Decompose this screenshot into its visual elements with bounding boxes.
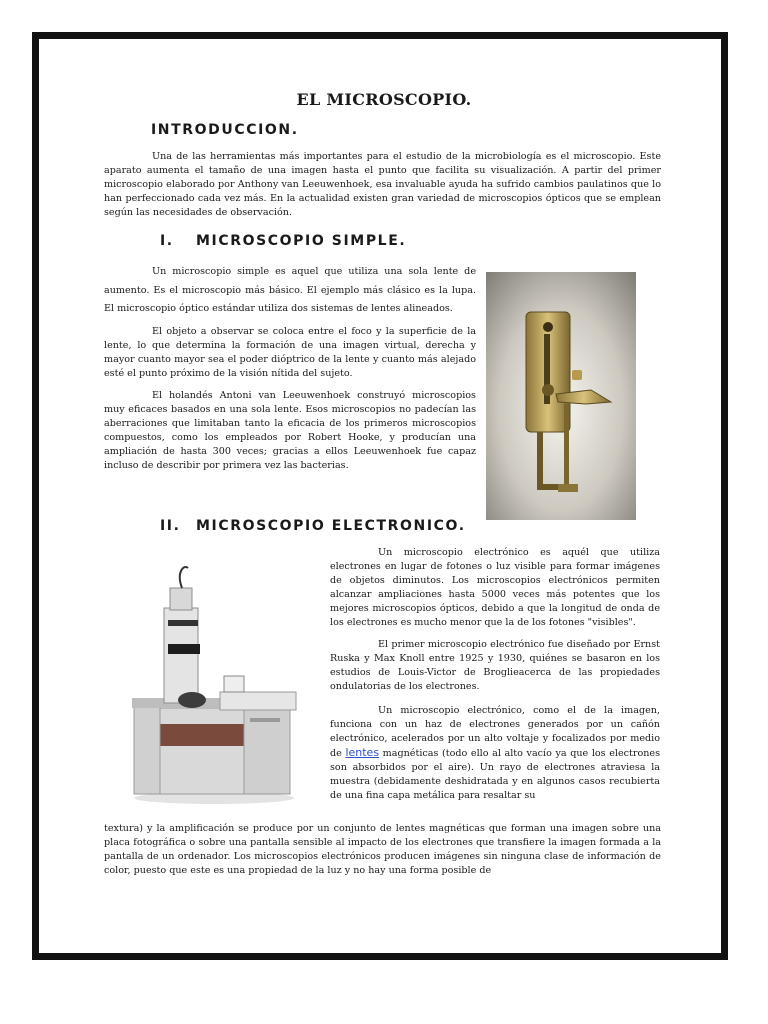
p3-text-before: Un microscopio electrónico, como el de la imagen, funciona con un haz de electrones generados por un cañón electrónico, acelerados por un alto voltaje y focalizados por medio de xyxy=(330,705,660,759)
section2-paragraph-4: textura) y la amplificación se produce por un conjunto de lentes magnéticas que forman una imagen sobre una placa fotográfica o sobre una pantalla sensible al impacto de los electrones que transfiere la imagen formada a la pantalla de un ordenador. Los microscopios electrónicos producen imágenes sin ninguna clase de información de color, puesto que este es una propiedad de la luz y no hay una forma posible de xyxy=(104,823,661,876)
section2-number: II. xyxy=(160,518,181,534)
intro-text: Una de las herramientas más importantes para el estudio de la microbiología es el microscopio. Este aparato aumenta el tamaño de una imagen hasta el punto que facilita su visualización. A partir del primer microscopio elaborado por Anthony van Leeuwenhoek, esa invaluable ayuda ha sufrido cambios paulatinos que lo han perfeccionado cada vez más. En la actualidad existen gran variedad de microscopios ópticos que se emplean según las necesidades de observación. xyxy=(104,151,661,218)
section2-paragraph-1: Un microscopio electrónico es aquél que utiliza electrones en lugar de fotones o luz visible para formar imágenes de objetos diminutos. Los microscopios electrónicos permiten alcanzar ampliaciones hasta 5000 veces más potentes que los mejores microscopios ópticos, debido a que la longitud de onda de los electrones es mucho menor que la de los fotones "visibles". xyxy=(330,547,660,628)
section1-heading xyxy=(160,233,406,249)
section2-paragraph-2: El primer microscopio electrónico fue diseñado por Ernst Ruska y Max Knoll entre 1925 y 1930, quiénes se basaron en los estudios de Louis-Victor de Broglieacerca de las propiedades ondulatorias de los electrones. xyxy=(330,639,660,692)
section2-heading xyxy=(160,518,466,534)
simple-microscope-image xyxy=(486,272,636,520)
lentes-link[interactable]: lentes xyxy=(345,746,380,759)
section1-body xyxy=(104,263,476,473)
section1-paragraph-3: El holandés Antoni van Leeuwenhoek construyó microscopios muy eficaces basados en una sola lente. Esos microscopios no padecían las aberraciones que limitaban tanto la eficacia de los primeros microscopios compuestos, como los empleados por Robert Hooke, y producían una ampliación de hasta 300 veces; gracias a ellos Leeuwenhoek fue capaz incluso de describir por primera vez las bacterias. xyxy=(104,389,476,471)
section1-paragraph-2: El objeto a observar se coloca entre el foco y la superficie de la lente, lo que determina la formación de una imagen virtual, derecha y mayor cuanto mayor sea el poder dióptrico de la lente y cuanto más alejado esté el punto próximo de la visión nítida del sujeto. xyxy=(104,325,476,379)
p3-text-after: magnéticas (todo ello al alto vacío ya que los electrones son absorbidos por el aire). Un rayo de electrones atraviesa la muestra (debidamente deshidratada y en algunos casos recubierta de una fina capa metálica para resaltar su xyxy=(330,748,660,801)
section1-number: I. xyxy=(160,233,174,249)
section2-paragraph-3 xyxy=(330,704,660,803)
intro-heading: INTRODUCCION. xyxy=(151,122,299,138)
section2-title: MICROSCOPIO ELECTRONICO. xyxy=(196,518,466,534)
section2-body-full xyxy=(104,822,661,878)
electron-microscope-image xyxy=(124,558,298,808)
section1-paragraph-1: Un microscopio simple es aquel que utiliza una sola lente de aumento. Es el microscopio más básico. El ejemplo más clásico es la lupa. El microscopio óptico estándar utiliza dos sistemas de lentes alineados. xyxy=(104,266,476,314)
section2-body-right xyxy=(330,546,660,803)
page-title: EL MICROSCOPIO. xyxy=(296,90,472,109)
intro-paragraph xyxy=(104,150,661,220)
section1-title: MICROSCOPIO SIMPLE. xyxy=(196,233,407,249)
